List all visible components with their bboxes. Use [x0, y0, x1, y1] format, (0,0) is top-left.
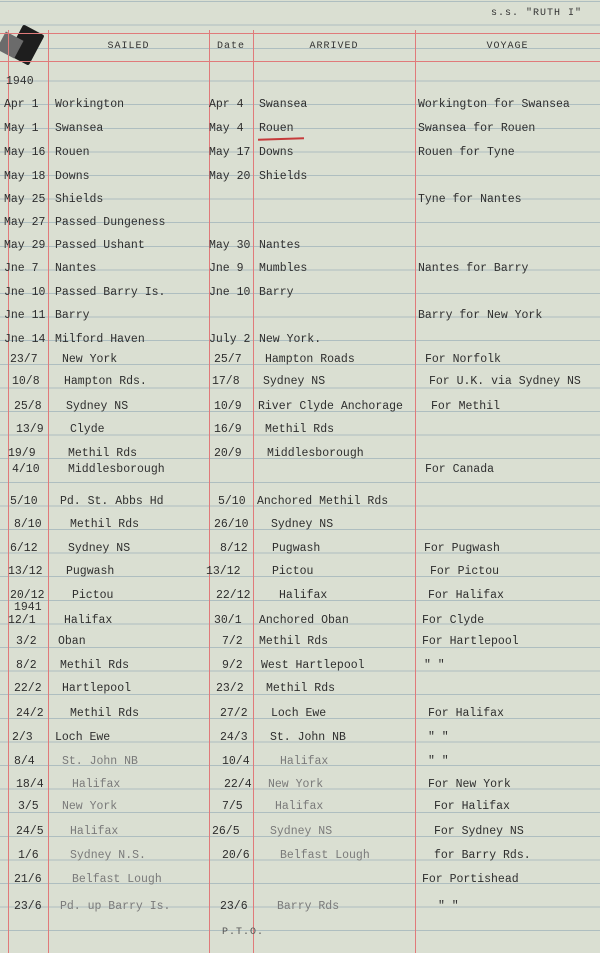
sailed-date: 13/9 — [16, 423, 44, 436]
log-row — [0, 193, 600, 213]
arrived-port: Anchored Oban — [259, 614, 349, 627]
arrived-port: Shields — [259, 170, 308, 183]
arrived-date: May 30 — [209, 239, 251, 252]
sailed-port: Belfast Lough — [72, 873, 162, 886]
sailed-date: 6/12 — [10, 542, 38, 555]
log-row — [0, 463, 600, 483]
header-sailed: SAILED — [107, 41, 150, 52]
arrived-port: River Clyde Anchorage — [258, 400, 403, 413]
sailed-port: Oban — [58, 635, 86, 648]
arrived-date: 9/2 — [222, 659, 243, 672]
page-turn-note: P.T.O. — [222, 927, 265, 938]
log-row — [0, 755, 600, 775]
sailed-port: Hartlepool — [62, 682, 132, 695]
sailed-port: Swansea — [55, 122, 104, 135]
arrived-port: Sydney NS — [271, 518, 334, 531]
sailed-date: May 16 — [4, 146, 46, 159]
log-row — [0, 659, 600, 679]
sailed-date: 24/5 — [16, 825, 44, 838]
sailed-port: Pictou — [72, 589, 114, 602]
arrived-port: Sydney NS — [263, 375, 326, 388]
log-row — [0, 239, 600, 259]
arrived-date: 7/2 — [222, 635, 243, 648]
log-row — [0, 542, 600, 562]
voyage: For Halifax — [434, 800, 510, 813]
sailed-port: Methil Rds — [70, 518, 140, 531]
arrived-date: 20/6 — [222, 849, 250, 862]
arrived-port: New York — [268, 778, 324, 791]
sailed-date: 18/4 — [16, 778, 44, 791]
sailed-date: May 27 — [4, 216, 46, 229]
arrived-date: 23/6 — [220, 900, 248, 913]
voyage: Nantes for Barry — [418, 262, 529, 275]
log-row — [0, 682, 600, 702]
sailed-port: Pd. up Barry Is. — [60, 900, 171, 913]
sailed-port: Hampton Rds. — [64, 375, 147, 388]
sailed-date: May 25 — [4, 193, 46, 206]
sailed-port: Halifax — [64, 614, 113, 627]
sailed-date: 19/9 — [8, 447, 36, 460]
voyage: For Canada — [425, 463, 495, 476]
sailed-date: 5/10 — [10, 495, 38, 508]
sailed-date: 23/6 — [14, 900, 42, 913]
voyage: For U.K. via Sydney NS — [429, 375, 581, 388]
sailed-port: St. John NB — [62, 755, 138, 768]
sailed-port: Clyde — [70, 423, 105, 436]
arrived-date: May 20 — [209, 170, 251, 183]
sailed-port: Middlesborough — [68, 463, 165, 476]
sailed-port: Pugwash — [66, 565, 115, 578]
voyage: Barry for New York — [418, 309, 543, 322]
arrived-date: Apr 4 — [209, 98, 244, 111]
log-row — [0, 707, 600, 727]
log-row — [0, 333, 600, 353]
sailed-date: Jne 14 — [4, 333, 46, 346]
voyage: Swansea for Rouen — [418, 122, 536, 135]
voyage: Tyne for Nantes — [418, 193, 522, 206]
arrived-port: Barry Rds — [277, 900, 340, 913]
log-row — [0, 353, 600, 373]
arrived-date: Jne 9 — [209, 262, 244, 275]
arrived-date: 10/4 — [222, 755, 250, 768]
log-row — [0, 170, 600, 190]
sailed-port: Downs — [55, 170, 90, 183]
voyage: For Halifax — [428, 589, 504, 602]
arrived-date: 16/9 — [214, 423, 242, 436]
arrived-port: Anchored Methil Rds — [257, 495, 389, 508]
arrived-port: Barry — [259, 286, 294, 299]
sailed-port: Methil Rds — [60, 659, 130, 672]
voyage: Workington for Swansea — [418, 98, 570, 111]
sailed-date: Jne 11 — [4, 309, 46, 322]
arrived-port: West Hartlepool — [261, 659, 365, 672]
sailed-port: Sydney N.S. — [70, 849, 146, 862]
arrived-port: Methil Rds — [265, 423, 335, 436]
arrived-date: 26/10 — [214, 518, 249, 531]
voyage: For Sydney NS — [434, 825, 524, 838]
sailed-date: May 1 — [4, 122, 39, 135]
log-row — [0, 146, 600, 166]
arrived-date: 20/9 — [214, 447, 242, 460]
sailed-date: 3/5 — [18, 800, 39, 813]
sailed-port: Sydney NS — [68, 542, 131, 555]
sailed-port: Pd. St. Abbs Hd — [60, 495, 164, 508]
arrived-date: 27/2 — [220, 707, 248, 720]
arrived-port: Pictou — [272, 565, 314, 578]
sailed-date: 13/12 — [8, 565, 43, 578]
sailed-date: 23/7 — [10, 353, 38, 366]
log-row — [0, 800, 600, 820]
sailed-date: 20/12 — [10, 589, 45, 602]
arrived-port: Halifax — [279, 589, 328, 602]
log-row — [0, 518, 600, 538]
voyage: Rouen for Tyne — [418, 146, 515, 159]
header-date: Date — [216, 41, 245, 52]
voyage: " " — [438, 900, 459, 913]
voyage: " " — [424, 659, 445, 672]
arrived-date: July 2 — [209, 333, 251, 346]
arrived-port: Downs — [259, 146, 294, 159]
arrived-date: 22/4 — [224, 778, 252, 791]
arrived-date: 5/10 — [218, 495, 246, 508]
log-row — [0, 216, 600, 236]
arrived-port: Halifax — [275, 800, 324, 813]
arrived-date: May 4 — [209, 122, 244, 135]
log-row — [0, 122, 600, 142]
log-row — [0, 873, 600, 893]
sailed-port: Shields — [55, 193, 104, 206]
arrived-port: Pugwash — [272, 542, 321, 555]
arrived-date: 7/5 — [222, 800, 243, 813]
sailed-date: Apr 1 — [4, 98, 39, 111]
voyage: For Clyde — [422, 614, 485, 627]
voyage: For Pictou — [430, 565, 500, 578]
log-row — [0, 286, 600, 306]
sailed-date: May 18 — [4, 170, 46, 183]
header-bottom-rule — [0, 61, 600, 62]
sailed-port: Nantes — [55, 262, 97, 275]
voyage: for Barry Rds. — [434, 849, 531, 862]
arrived-port: Belfast Lough — [280, 849, 370, 862]
sailed-port: New York — [62, 800, 118, 813]
sailed-port: Milford Haven — [55, 333, 145, 346]
log-row — [0, 262, 600, 282]
year-1941: 1941 — [14, 601, 42, 614]
voyage: For Halifax — [428, 707, 504, 720]
header-voyage: VOYAGE — [486, 41, 529, 52]
sailed-port: Loch Ewe — [55, 731, 111, 744]
sailed-date: Jne 10 — [4, 286, 46, 299]
log-row — [0, 423, 600, 443]
arrived-port: Loch Ewe — [271, 707, 327, 720]
arrived-date: 8/12 — [220, 542, 248, 555]
voyage: For New York — [428, 778, 511, 791]
arrived-port: Methil Rds — [259, 635, 329, 648]
voyage: For Norfolk — [425, 353, 501, 366]
arrived-port: Hampton Roads — [265, 353, 355, 366]
log-row — [0, 778, 600, 798]
arrived-port: Swansea — [259, 98, 308, 111]
sailed-date: Jne 7 — [4, 262, 39, 275]
log-row — [0, 635, 600, 655]
sailed-port: Sydney NS — [66, 400, 129, 413]
log-row — [0, 400, 600, 420]
arrived-date: 26/5 — [212, 825, 240, 838]
log-row — [0, 589, 600, 609]
arrived-port: Rouen — [259, 122, 294, 135]
log-row — [0, 825, 600, 845]
log-row — [0, 98, 600, 118]
arrived-date: 22/12 — [216, 589, 251, 602]
sailed-date: 21/6 — [14, 873, 42, 886]
log-row — [0, 731, 600, 751]
arrived-port: Sydney NS — [270, 825, 333, 838]
sailed-date: 2/3 — [12, 731, 33, 744]
sailed-date: 10/8 — [12, 375, 40, 388]
voyage: " " — [428, 731, 449, 744]
sailed-date: 8/2 — [16, 659, 37, 672]
arrived-date: 24/3 — [220, 731, 248, 744]
sailed-date: 8/10 — [14, 518, 42, 531]
voyage: " " — [428, 755, 449, 768]
sailed-port: Barry — [55, 309, 90, 322]
log-row — [0, 495, 600, 515]
arrived-date: 25/7 — [214, 353, 242, 366]
sailed-date: 4/10 — [12, 463, 40, 476]
log-row — [0, 565, 600, 585]
arrived-date: 17/8 — [212, 375, 240, 388]
sailed-port: Workington — [55, 98, 125, 111]
sailed-date: 3/2 — [16, 635, 37, 648]
log-row — [0, 900, 600, 920]
log-row — [0, 309, 600, 329]
arrived-port: Methil Rds — [266, 682, 336, 695]
log-row — [0, 375, 600, 395]
header-arrived: ARRIVED — [309, 41, 359, 52]
arrived-date: 13/12 — [206, 565, 241, 578]
voyage: For Methil — [431, 400, 501, 413]
voyage: For Portishead — [422, 873, 519, 886]
arrived-port: Mumbles — [259, 262, 308, 275]
sailed-port: Halifax — [70, 825, 119, 838]
sailed-port: Passed Dungeness — [55, 216, 166, 229]
sailed-date: May 29 — [4, 239, 46, 252]
arrived-port: New York. — [259, 333, 322, 346]
sailed-date: 24/2 — [16, 707, 44, 720]
arrived-date: 10/9 — [214, 400, 242, 413]
sailed-date: 12/1 — [8, 614, 36, 627]
ship-title: s.s. "RUTH I" — [490, 8, 582, 19]
sailed-port: Methil Rds — [68, 447, 138, 460]
sailed-port: Passed Ushant — [55, 239, 145, 252]
log-row — [0, 614, 600, 634]
sailed-port: Halifax — [72, 778, 121, 791]
header-top-rule — [0, 33, 600, 34]
arrived-port: Halifax — [280, 755, 329, 768]
sailed-date: 8/4 — [14, 755, 35, 768]
sailed-port: Passed Barry Is. — [55, 286, 166, 299]
arrived-port: Nantes — [259, 239, 301, 252]
arrived-date: Jne 10 — [209, 286, 251, 299]
sailed-port: New York — [62, 353, 118, 366]
log-row — [0, 849, 600, 869]
voyage: For Pugwash — [424, 542, 500, 555]
sailed-port: Rouen — [55, 146, 90, 159]
sailed-date: 25/8 — [14, 400, 42, 413]
arrived-date: May 17 — [209, 146, 251, 159]
sailed-date: 22/2 — [14, 682, 42, 695]
year-1940: 1940 — [6, 75, 34, 88]
voyage: For Hartlepool — [422, 635, 519, 648]
sailed-port: Methil Rds — [70, 707, 140, 720]
sailed-date: 1/6 — [18, 849, 39, 862]
arrived-port: Middlesborough — [267, 447, 364, 460]
arrived-date: 30/1 — [214, 614, 242, 627]
arrived-date: 23/2 — [216, 682, 244, 695]
arrived-port: St. John NB — [270, 731, 346, 744]
